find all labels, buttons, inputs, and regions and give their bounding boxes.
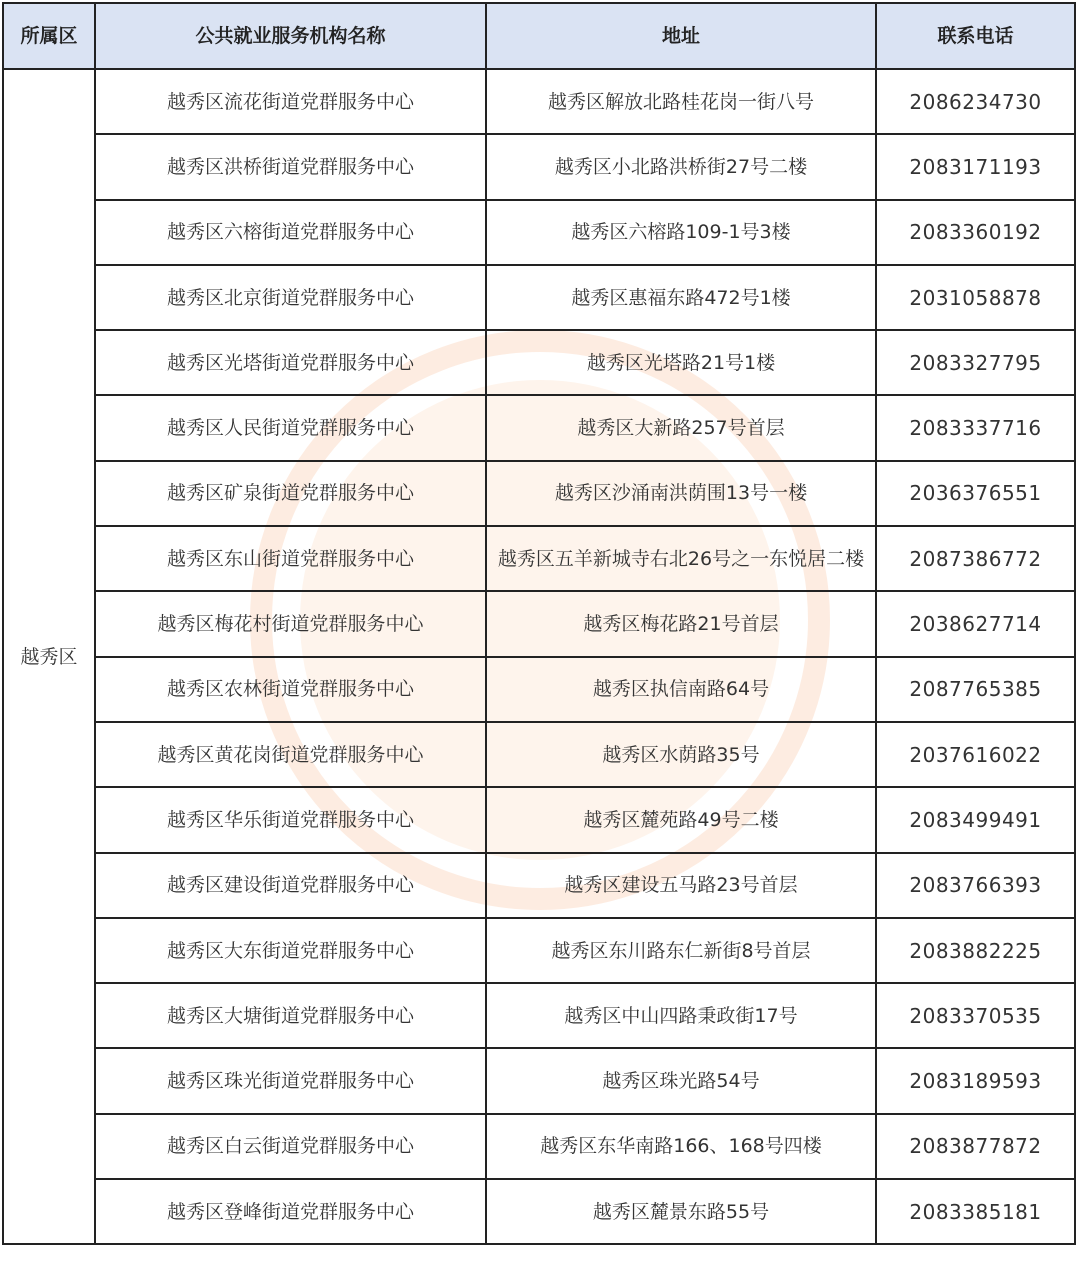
org-name-cell: 越秀区洪桥街道党群服务中心 (95, 134, 486, 199)
phone-cell: 2037616022 (876, 722, 1075, 787)
table-row (3, 657, 1075, 722)
header-name: 公共就业服务机构名称 (95, 3, 486, 69)
phone-cell: 2083385181 (876, 1179, 1075, 1244)
org-name-cell: 越秀区东山街道党群服务中心 (95, 526, 486, 591)
address-cell: 越秀区大新路257号首层 (486, 395, 876, 460)
org-name-cell: 越秀区流花街道党群服务中心 (95, 69, 486, 134)
address-cell: 越秀区水荫路35号 (486, 722, 876, 787)
org-name-cell: 越秀区梅花村街道党群服务中心 (95, 591, 486, 656)
employment-service-table (2, 2, 1076, 1245)
table-row (3, 918, 1075, 983)
table-row (3, 526, 1075, 591)
address-cell: 越秀区珠光路54号 (486, 1048, 876, 1113)
table-row (3, 1048, 1075, 1113)
table-row (3, 69, 1075, 134)
table-row (3, 722, 1075, 787)
table-row (3, 1179, 1075, 1244)
phone-cell: 2038627714 (876, 591, 1075, 656)
table-row (3, 395, 1075, 460)
org-name-cell: 越秀区白云街道党群服务中心 (95, 1114, 486, 1179)
district-cell: 越秀区 (3, 69, 95, 1244)
table-row (3, 1114, 1075, 1179)
table-row (3, 461, 1075, 526)
address-cell: 越秀区小北路洪桥街27号二楼 (486, 134, 876, 199)
table-row (3, 983, 1075, 1048)
org-name-cell: 越秀区矿泉街道党群服务中心 (95, 461, 486, 526)
header-phone: 联系电话 (876, 3, 1075, 69)
phone-cell: 2087386772 (876, 526, 1075, 591)
table-row (3, 330, 1075, 395)
header-district: 所属区 (3, 3, 95, 69)
phone-cell: 2087765385 (876, 657, 1075, 722)
org-name-cell: 越秀区北京街道党群服务中心 (95, 265, 486, 330)
table-row (3, 200, 1075, 265)
table-row (3, 134, 1075, 199)
org-name-cell: 越秀区大塘街道党群服务中心 (95, 983, 486, 1048)
org-name-cell: 越秀区登峰街道党群服务中心 (95, 1179, 486, 1244)
org-name-cell: 越秀区珠光街道党群服务中心 (95, 1048, 486, 1113)
header-address: 地址 (486, 3, 876, 69)
address-cell: 越秀区六榕路109-1号3楼 (486, 200, 876, 265)
table-row (3, 265, 1075, 330)
phone-cell: 2083337716 (876, 395, 1075, 460)
address-cell: 越秀区东华南路166、168号四楼 (486, 1114, 876, 1179)
org-name-cell: 越秀区人民街道党群服务中心 (95, 395, 486, 460)
address-cell: 越秀区中山四路秉政街17号 (486, 983, 876, 1048)
address-cell: 越秀区东川路东仁新街8号首层 (486, 918, 876, 983)
address-cell: 越秀区执信南路64号 (486, 657, 876, 722)
table-header-row (3, 3, 1075, 69)
org-name-cell: 越秀区光塔街道党群服务中心 (95, 330, 486, 395)
org-name-cell: 越秀区六榕街道党群服务中心 (95, 200, 486, 265)
phone-cell: 2083499491 (876, 787, 1075, 852)
phone-cell: 2083360192 (876, 200, 1075, 265)
phone-cell: 2031058878 (876, 265, 1075, 330)
org-name-cell: 越秀区黄花岗街道党群服务中心 (95, 722, 486, 787)
table-row (3, 591, 1075, 656)
address-cell: 越秀区光塔路21号1楼 (486, 330, 876, 395)
table-row (3, 853, 1075, 918)
address-cell: 越秀区解放北路桂花岗一街八号 (486, 69, 876, 134)
phone-cell: 2083189593 (876, 1048, 1075, 1113)
phone-cell: 2083882225 (876, 918, 1075, 983)
org-name-cell: 越秀区农林街道党群服务中心 (95, 657, 486, 722)
address-cell: 越秀区梅花路21号首层 (486, 591, 876, 656)
org-name-cell: 越秀区建设街道党群服务中心 (95, 853, 486, 918)
address-cell: 越秀区五羊新城寺右北26号之一东悦居二楼 (486, 526, 876, 591)
address-cell: 越秀区惠福东路472号1楼 (486, 265, 876, 330)
phone-cell: 2083171193 (876, 134, 1075, 199)
address-cell: 越秀区麓景东路55号 (486, 1179, 876, 1244)
org-name-cell: 越秀区华乐街道党群服务中心 (95, 787, 486, 852)
phone-cell: 2083877872 (876, 1114, 1075, 1179)
org-name-cell: 越秀区大东街道党群服务中心 (95, 918, 486, 983)
table-row (3, 787, 1075, 852)
phone-cell: 2083766393 (876, 853, 1075, 918)
address-cell: 越秀区沙涌南洪荫围13号一楼 (486, 461, 876, 526)
phone-cell: 2083327795 (876, 330, 1075, 395)
address-cell: 越秀区麓苑路49号二楼 (486, 787, 876, 852)
phone-cell: 2083370535 (876, 983, 1075, 1048)
phone-cell: 2086234730 (876, 69, 1075, 134)
address-cell: 越秀区建设五马路23号首层 (486, 853, 876, 918)
phone-cell: 2036376551 (876, 461, 1075, 526)
